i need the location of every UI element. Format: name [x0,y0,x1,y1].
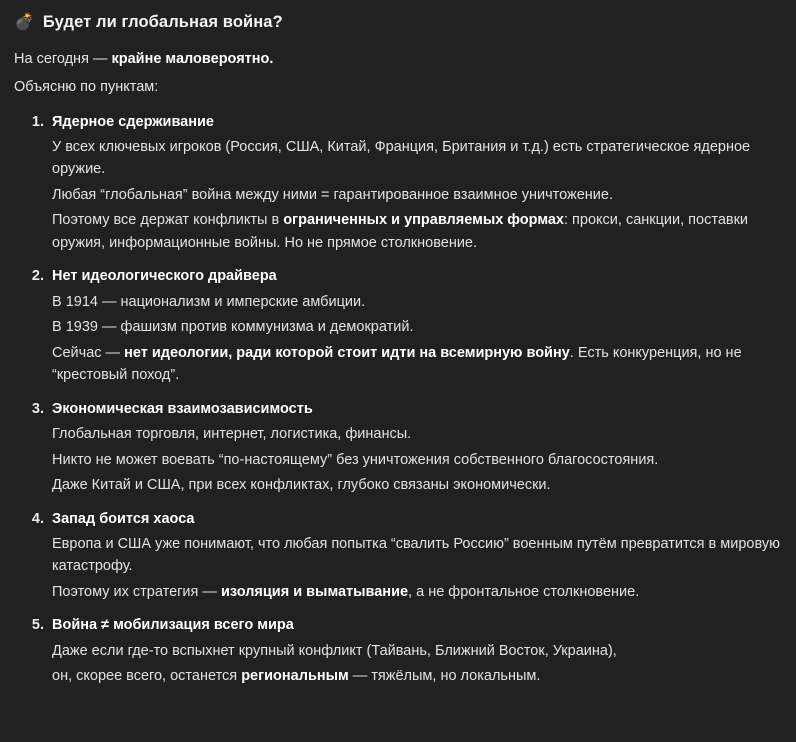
body-text: Европа и США уже понимают, что любая попытка “свалить Россию” военным путём превратится в мировую катастрофу. [52,536,780,575]
intro-line-2: Объясню по пунктам: [14,79,159,96]
list-item-heading: 3. Экономическая взаимозависимость [52,400,313,417]
list-item-body [52,136,782,254]
body-text: . Есть конкуренция, но не “крестовый поход”. [52,344,742,384]
body-line [52,581,782,603]
list-item-body [52,423,782,496]
body-line [52,449,782,471]
intro-line-1 [14,48,782,70]
intro-line-1-prefix: На сегодня — [14,50,112,67]
body-text: — тяжёлым, но локальным. [348,668,541,685]
list-item-body [52,291,782,387]
body-text: Даже Китай и США, при всех конфликтах, глубоко связаны экономически. [52,477,551,494]
body-line [52,316,782,338]
body-line [52,533,782,578]
intro-line-1-emphasis: крайне маловероятно. [111,50,274,67]
list-item [48,398,782,497]
list-item [48,265,782,386]
body-emphasis: нет идеологии, ради которой стоит идти на всемирную войну [124,344,570,361]
page-title [14,10,782,36]
page-title-text: Будет ли глобальная война? [42,13,283,31]
body-emphasis: ограниченных и управляемых формах [283,212,564,229]
body-text: Никто не может воевать “по-настоящему” без уничтожения собственного благосостояния. [52,451,659,468]
body-text: Любая “глобальная” война между ними = гарантированное взаимное уничтожение. [52,186,613,203]
body-text: Даже если где-то вспыхнет крупный конфликт (Тайвань, Ближний Восток, Украина), [52,642,617,659]
list-item [48,111,782,255]
body-text: Поэтому все держат конфликты в [52,212,284,229]
body-text: У всех ключевых игроков (Россия, США, Китай, Франция, Британия и т.д.) есть стратегическое ядерное оружие. [52,138,751,178]
list-item-body [52,533,782,603]
body-line [52,184,782,206]
list-item-heading: 1. Ядерное сдерживание [52,113,214,130]
list-item-body [52,640,782,688]
body-line [52,665,782,687]
body-line [52,209,782,254]
list-item [48,614,782,687]
body-text: : прокси, санкции, поставки оружия, информационные войны. Но не прямое столкновение. [52,212,749,251]
body-text: Сейчас — [52,344,125,361]
list-item-heading: 5. Война ≠ мобилизация всего мира [52,617,294,634]
body-text: В 1939 — фашизм против коммунизма и демократий. [52,319,414,336]
body-line [52,342,782,387]
body-line [52,474,782,496]
body-text: Поэтому их стратегия — [52,583,221,600]
body-line [52,640,782,662]
points-list [14,111,782,688]
body-emphasis: изоляция и выматывание [220,583,409,600]
list-item-heading: 2. Нет идеологического драйвера [52,268,277,285]
body-line [52,423,782,445]
body-line [52,136,782,181]
list-item-heading: 4. Запад боится хаоса [52,510,195,527]
body-text: он, скорее всего, останется [52,668,242,685]
body-line [52,291,782,313]
body-emphasis: региональным [241,668,349,685]
body-text: В 1914 — национализм и имперские амбиции. [52,293,366,310]
body-text: , а не фронтальное столкновение. [408,583,640,600]
bomb-icon: 💣 [14,13,34,31]
body-text: Глобальная торговля, интернет, логистика, финансы. [52,426,412,443]
list-item [48,508,782,604]
